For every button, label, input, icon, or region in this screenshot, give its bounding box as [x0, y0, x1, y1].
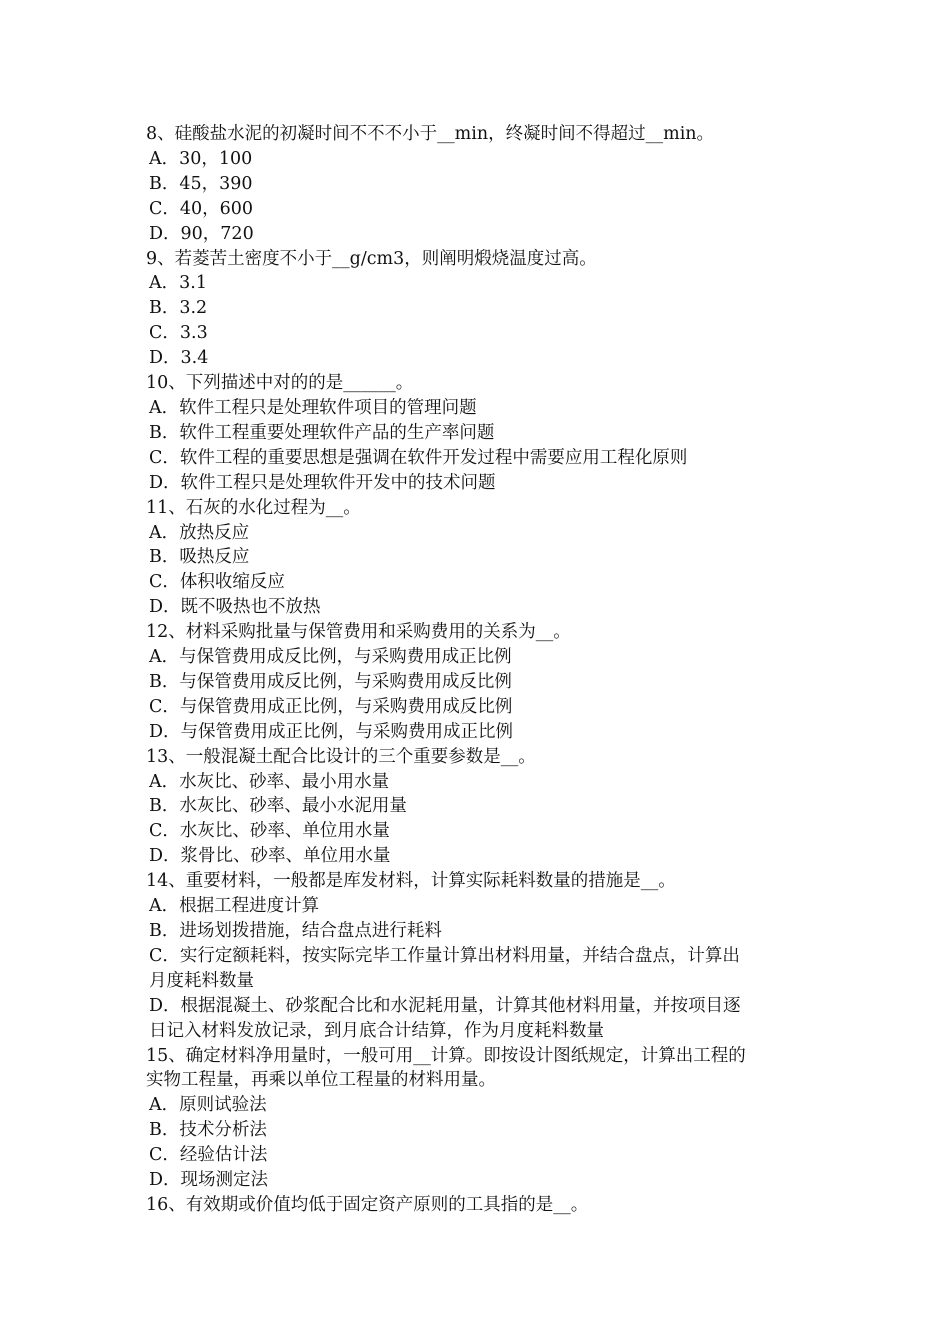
answer-option-line: B．45，390 — [149, 173, 253, 194]
answer-option — [146, 770, 816, 795]
answer-option — [146, 894, 816, 919]
answer-option — [146, 271, 816, 296]
question-stem-line: 12、材料采购批量与保管费用和采购费用的关系为__。 — [146, 622, 571, 643]
answer-option-line: 日记入材料发放记录，到月底合计结算，作为月度耗料数量 — [149, 1020, 604, 1041]
answer-option-line: D．3.4 — [149, 348, 209, 369]
answer-option-line: A．水灰比、砂率、最小用水量 — [149, 771, 390, 792]
answer-option — [146, 944, 816, 994]
answer-option-line: B．软件工程重要处理软件产品的生产率问题 — [149, 422, 495, 443]
answer-option-line: A．原则试验法 — [149, 1095, 267, 1116]
question-stem-line: 15、确定材料净用量时，一般可用__计算。即按设计图纸规定，计算出工程的 — [146, 1045, 746, 1066]
answer-option-line: B．进场划拨措施，结合盘点进行耗料 — [149, 921, 442, 941]
answer-option-line: D．根据混凝土、砂浆配合比和水泥耗用量，计算其他材料用量，并按项目逐 — [149, 995, 741, 1016]
answer-option — [146, 794, 816, 819]
question-stem — [146, 745, 816, 770]
question-stem-line: 11、石灰的水化过程为__。 — [146, 497, 361, 518]
answer-option-line: C．体积收缩反应 — [149, 572, 285, 593]
question-stem-line: 16、有效期或价值均低于固定资产原则的工具指的是__。 — [146, 1194, 589, 1215]
answer-option-line: A．软件工程只是处理软件项目的管理问题 — [149, 397, 477, 418]
question-stem-line: 10、下列描述中对的的是______。 — [146, 373, 414, 394]
answer-option-line: C．40，600 — [149, 198, 254, 219]
answer-option — [146, 919, 816, 944]
answer-option-line: 月度耗料数量 — [149, 970, 254, 991]
answer-option — [146, 147, 816, 172]
answer-option-line: B．吸热反应 — [149, 547, 250, 568]
answer-option-line: A．与保管费用成反比例，与采购费用成正比例 — [149, 647, 512, 668]
question-stem-line: 13、一般混凝土配合比设计的三个重要参数是__。 — [146, 746, 536, 767]
answer-option — [146, 321, 816, 346]
answer-option-line: C．水灰比、砂率、单位用水量 — [149, 821, 390, 842]
answer-option-line: D．软件工程只是处理软件开发中的技术问题 — [149, 472, 496, 493]
question-stem-line: 8、硅酸盐水泥的初凝时间不不不小于__min，终凝时间不得超过__min。 — [146, 124, 715, 144]
answer-option — [146, 994, 816, 1044]
question-stem — [146, 496, 816, 521]
question-stem — [146, 122, 816, 147]
answer-option — [146, 471, 816, 496]
answer-option-line: A．放热反应 — [149, 522, 250, 543]
answer-option-line: C．与保管费用成正比例，与采购费用成反比例 — [149, 696, 513, 717]
answer-option — [146, 396, 816, 421]
answer-option-line: D．与保管费用成正比例，与采购费用成正比例 — [149, 721, 514, 742]
answer-option-line: C．3.3 — [149, 323, 208, 344]
answer-option — [146, 446, 816, 471]
question-stem-line: 9、若菱苦土密度不小于__g/cm3，则阐明煅烧温度过高。 — [146, 248, 597, 269]
answer-option — [146, 720, 816, 745]
answer-option — [146, 197, 816, 222]
answer-option — [146, 670, 816, 695]
answer-option-line: D．现场测定法 — [149, 1170, 269, 1191]
answer-option — [146, 695, 816, 720]
answer-option — [146, 346, 816, 371]
question-stem — [146, 1044, 816, 1094]
answer-option — [146, 844, 816, 869]
answer-option-line: C．经验估计法 — [149, 1145, 268, 1166]
answer-option — [146, 172, 816, 197]
answer-option — [146, 296, 816, 321]
answer-option-line: C．软件工程的重要思想是强调在软件开发过程中需要应用工程化原则 — [149, 447, 688, 468]
answer-option-line: B．技术分析法 — [149, 1120, 267, 1141]
answer-option-line: B．与保管费用成反比例，与采购费用成反比例 — [149, 671, 512, 692]
answer-option — [146, 595, 816, 620]
answer-option — [146, 1143, 816, 1168]
answer-option-line: A．3.1 — [149, 273, 207, 294]
answer-option — [146, 819, 816, 844]
question-stem — [146, 1193, 816, 1218]
question-stem — [146, 869, 816, 894]
answer-option — [146, 545, 816, 570]
document-page — [146, 122, 816, 1218]
answer-option-line: A．30，100 — [149, 148, 253, 169]
question-stem — [146, 247, 816, 272]
answer-option — [146, 1118, 816, 1143]
answer-option — [146, 222, 816, 247]
answer-option-line: A．根据工程进度计算 — [149, 896, 320, 917]
answer-option-line: B．3.2 — [149, 298, 208, 319]
answer-option-line: D．浆骨比、砂率、单位用水量 — [149, 846, 391, 867]
answer-option — [146, 570, 816, 595]
answer-option — [146, 1093, 816, 1118]
answer-option-line: D．90，720 — [149, 223, 254, 244]
answer-option — [146, 521, 816, 546]
question-stem-line: 实物工程量，再乘以单位工程量的材料用量。 — [146, 1070, 496, 1091]
answer-option-line: B．水灰比、砂率、最小水泥用量 — [149, 796, 407, 817]
question-stem — [146, 620, 816, 645]
answer-option — [146, 1168, 816, 1193]
answer-option — [146, 421, 816, 446]
answer-option — [146, 645, 816, 670]
answer-option-line: D．既不吸热也不放热 — [149, 597, 321, 618]
answer-option-line: C．实行定额耗料，按实际完毕工作量计算出材料用量，并结合盘点，计算出 — [149, 945, 740, 966]
question-stem — [146, 371, 816, 396]
question-stem-line: 14、重要材料，一般都是库发材料，计算实际耗料数量的措施是__。 — [146, 871, 676, 892]
